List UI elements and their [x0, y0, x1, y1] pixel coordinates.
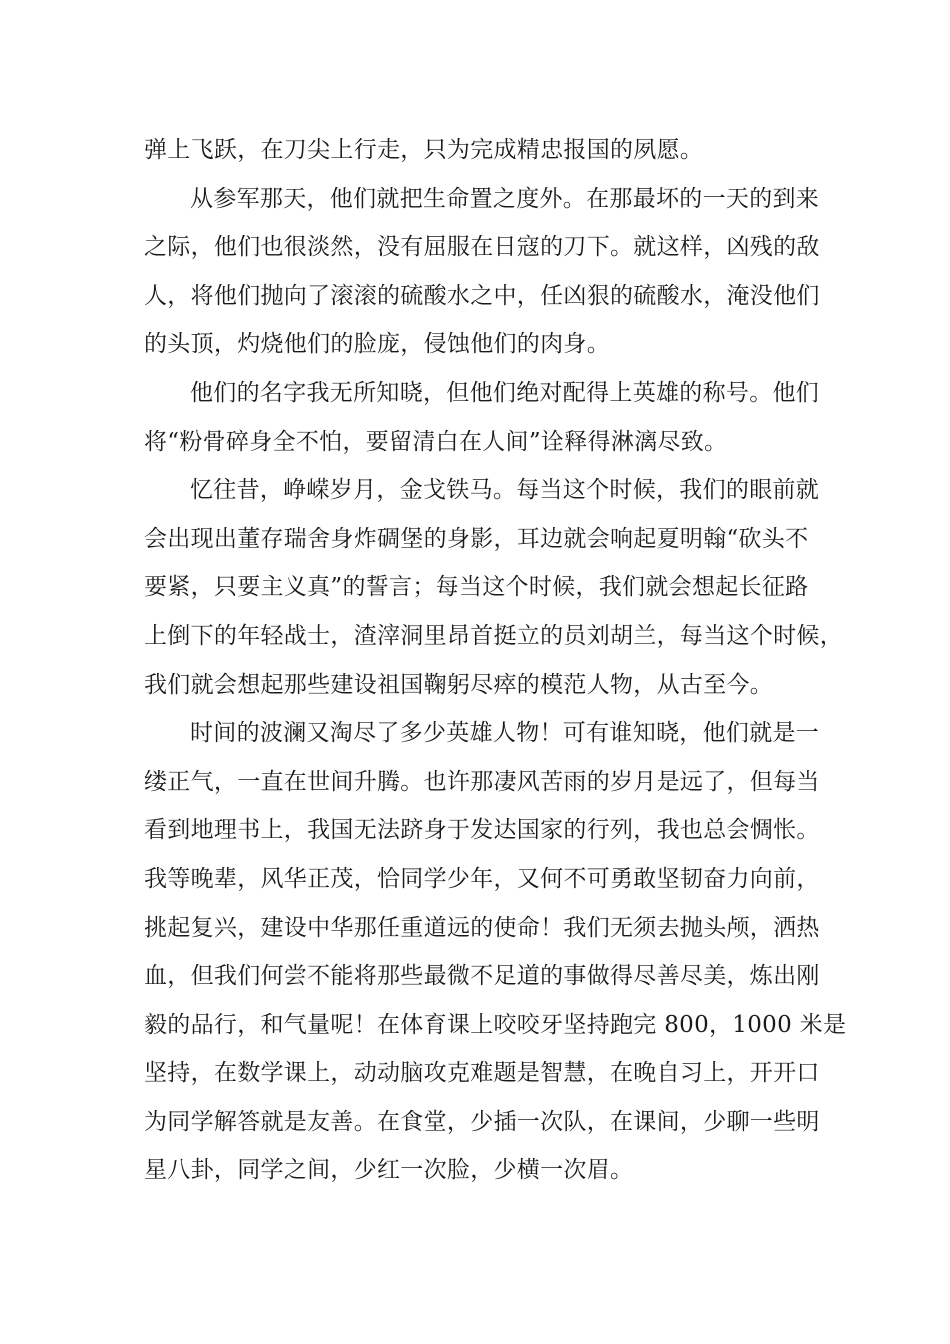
- text-line: 血，但我们何尝不能将那些最微不足道的事做得尽善尽美，炼出刚: [144, 963, 820, 990]
- text-line: 缕正气，一直在世间升腾。也许那凄风苦雨的岁月是远了，但每当: [144, 768, 820, 795]
- text-line: 之际，他们也很淡然，没有屈服在日寇的刀下。就这样，凶残的敌: [144, 234, 820, 261]
- text-line: 会出现出董存瑞舍身炸碉堡的身影，耳边就会响起夏明翰“砍头不: [144, 525, 809, 552]
- text-line: 将“粉骨碎身全不怕，要留清白在人间”诠释得淋漓尽致。: [144, 428, 728, 455]
- paragraph-first-line: 时间的波澜又淘尽了多少英雄人物！可有谁知晓，他们就是一: [190, 720, 820, 747]
- text-line: 挑起复兴，建设中华那任重道远的使命！我们无须去抛头颅，洒热: [144, 914, 820, 941]
- text-line: 我们就会想起那些建设祖国鞠躬尽瘁的模范人物，从古至今。: [144, 671, 774, 698]
- paragraph-first-line: 从参军那天，他们就把生命置之度外。在那最坏的一天的到来: [190, 185, 820, 212]
- body-text: [144, 126, 847, 1195]
- text-line: 人，将他们抛向了滚滚的硫酸水之中，任凶狠的硫酸水，淹没他们: [144, 282, 820, 309]
- text-line: 我等晚辈，风华正茂，恰同学少年，又何不可勇敢坚韧奋力向前，: [144, 865, 820, 892]
- text-line: 上倒下的年轻战士，渣滓洞里昂首挺立的员刘胡兰，每当这个时候，: [144, 622, 843, 649]
- text-line: 坚持，在数学课上，动动脑攻克难题是智慧，在晚自习上，开开口: [144, 1060, 820, 1087]
- text-line: 弹上飞跃，在刀尖上行走，只为完成精忠报国的夙愿。: [144, 137, 704, 163]
- paragraph-first-line: 忆往昔，峥嵘岁月，金戈铁马。每当这个时候，我们的眼前就: [190, 477, 820, 504]
- text-line: 星八卦，同学之间，少红一次脸，少横一次眉。: [144, 1157, 634, 1184]
- text-line: 要紧，只要主义真”的誓言；每当这个时候，我们就会想起长征路: [144, 574, 809, 601]
- text-line: 为同学解答就是友善。在食堂，少插一次队，在课间，少聊一些明: [144, 1108, 820, 1135]
- text-line: 毅的品行，和气量呢！在体育课上咬咬牙坚持跑完 800，1000 米是: [144, 1011, 847, 1038]
- text-line: 看到地理书上，我国无法跻身于发达国家的行列，我也总会惆怅。: [144, 817, 820, 844]
- text-line: 的头顶，灼烧他们的脸庞，侵蚀他们的肉身。: [144, 331, 610, 358]
- paragraph-first-line: 他们的名字我无所知晓，但他们绝对配得上英雄的称号。他们: [190, 379, 820, 406]
